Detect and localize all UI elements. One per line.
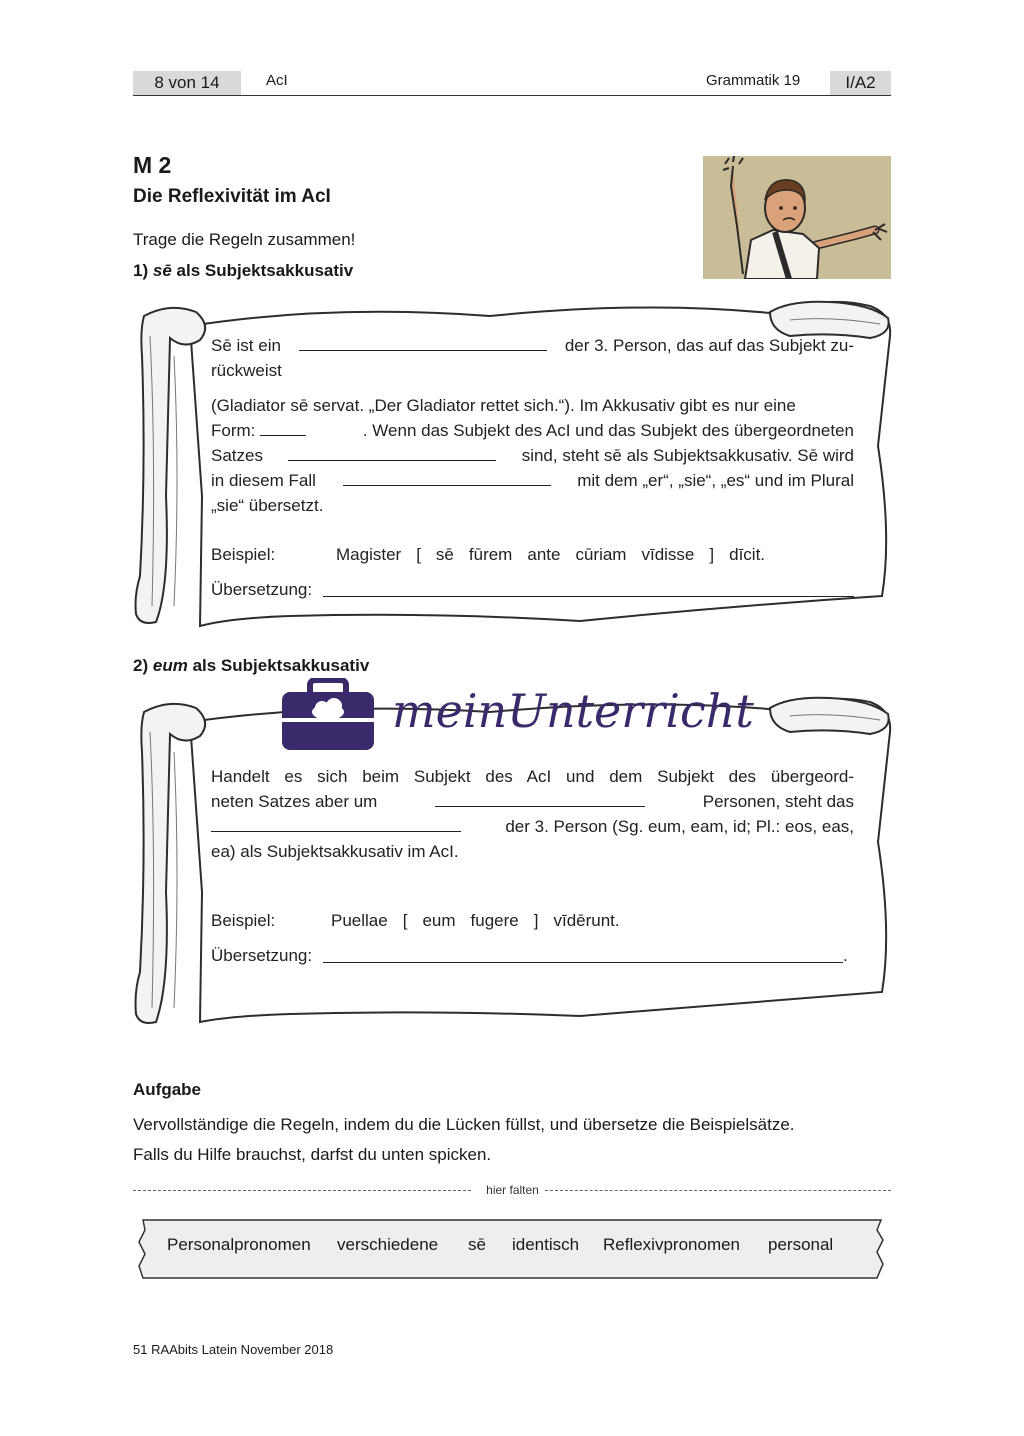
fold-line [133, 1183, 891, 1197]
word-bank-item: Personalpronomen [167, 1235, 311, 1254]
word-bank-item: sē [468, 1235, 486, 1254]
translation1-line[interactable] [323, 596, 854, 597]
blank-4[interactable] [343, 468, 551, 486]
blank-5[interactable] [435, 789, 645, 807]
translation2-line[interactable] [323, 962, 843, 963]
fold-label: hier falten [486, 1183, 539, 1197]
watermark-logo [280, 678, 754, 754]
gladiator-illustration [703, 156, 891, 279]
task-text: Vervollständige die Regeln, indem du die Lücken füllst, und übersetze die Beispielsätze. Falls du Hilfe brauchst, darfst du unten spicken. [133, 1115, 795, 1164]
translation1-label: Übersetzung: [211, 580, 313, 599]
page-title: Die Reflexivität im AcI [133, 186, 331, 207]
blank-3[interactable] [288, 443, 496, 461]
blank-6[interactable] [211, 814, 461, 832]
example1-label: Beispiel: [211, 545, 276, 564]
word-bank-item: verschiedene [337, 1235, 439, 1254]
page-number: 8 von 14 [133, 71, 241, 95]
example2-sentence: Puellae [ eum fugere ] vīdērunt. [331, 911, 620, 930]
blank-2[interactable] [260, 418, 306, 436]
translation2-end: . [843, 946, 848, 965]
watermark-brand: meinUnterricht [392, 684, 754, 738]
task-heading: Aufgabe [133, 1080, 201, 1099]
section1-heading: 1) sē als Subjektsakkusativ [133, 261, 354, 280]
footer: 51 RAAbits Latein November 2018 [133, 1342, 334, 1357]
word-bank-item: identisch [512, 1235, 580, 1254]
section2-text: Handelt es sich beim Subjekt des AcI und dem Subjekt des übergeord- neten Satzes aber um Personen, steht das der 3. Person (Sg. eum, eam, id; Pl.: eos, eas, ea) als Subjektsakkusativ im AcI. [211, 767, 854, 861]
section1-text: Sē ist ein der 3. Person, das auf das Subjekt zu- rückweist (Gladiator sē servat. „Der Gladiator rettet sich.“). Im Akkusativ gibt es nur eine Form: . Wenn das Subjekt des AcI und das Subjekt des übergeordneten Satzes sind, steht sē als Subjektsakkusativ. Sē wird in diesem Fall mit dem „er“, „sie“, „es“ und im Plural „sie“ übersetzt. [211, 333, 854, 518]
material-id: M 2 [133, 152, 172, 178]
header-series: Grammatik 19 [706, 72, 801, 89]
section2-heading: 2) eum als Subjektsakkusativ [133, 656, 370, 675]
word-bank-item: Reflexivpronomen [603, 1235, 741, 1254]
example1-sentence: Magister [ sē fūrem ante cūriam vīdisse ] dīcit. [336, 545, 766, 564]
blank-1[interactable] [299, 333, 547, 351]
word-bank [137, 1218, 887, 1278]
intro-text: Trage die Regeln zusammen! [133, 230, 356, 249]
translation2-label: Übersetzung: [211, 946, 313, 965]
header-topic: AcI [266, 72, 288, 89]
word-bank-item: personal [768, 1235, 834, 1254]
header-divider [133, 95, 891, 96]
example2-label: Beispiel: [211, 911, 276, 930]
header-level: I/A2 [830, 71, 891, 95]
